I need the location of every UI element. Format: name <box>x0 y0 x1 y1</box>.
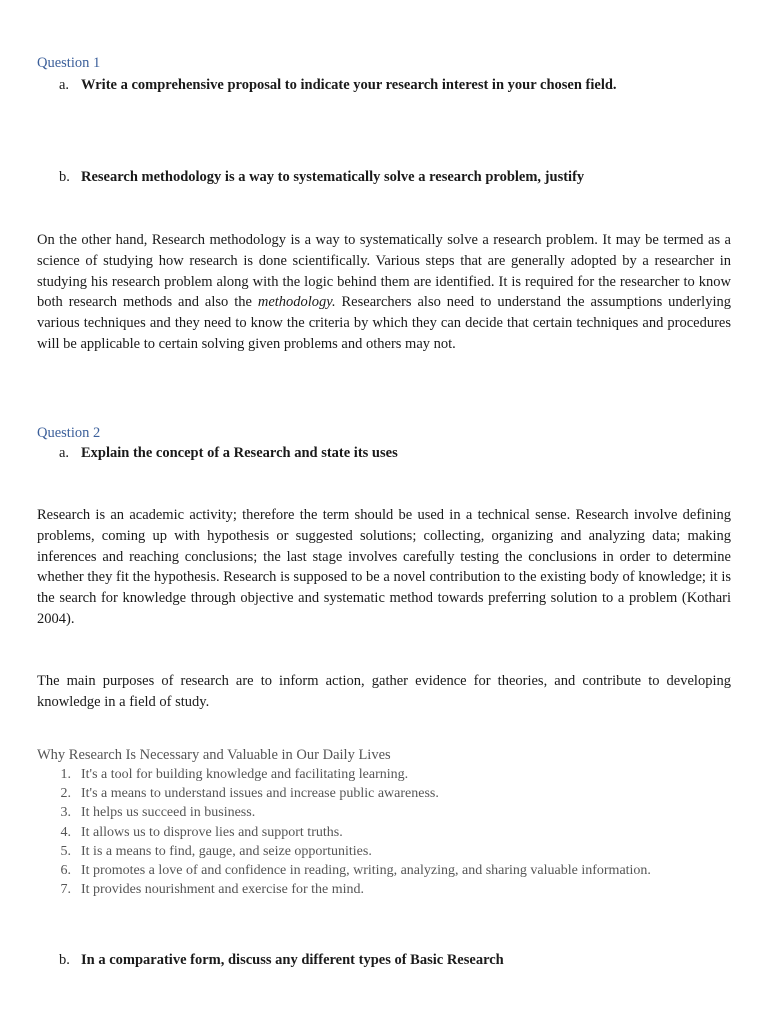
why-research-list-item <box>37 842 731 861</box>
question-2b-text: In a comparative form, discuss any different types of Basic Research <box>81 952 504 968</box>
why-research-list-item <box>37 765 731 784</box>
list-item-text: It provides nourishment and exercise for the mind. <box>81 882 365 898</box>
list-item-number: 4. <box>60 824 71 840</box>
question-2b-letter: b. <box>59 952 70 968</box>
question-1-heading: Question 1 <box>37 55 101 71</box>
question-1a <box>59 76 739 94</box>
why-research-list-item <box>37 803 731 822</box>
list-item-text: It's a means to understand issues and increase public awareness. <box>81 786 439 802</box>
why-research-heading: Why Research Is Necessary and Valuable in Our Daily Lives <box>37 747 391 763</box>
question-2a-letter: a. <box>59 445 70 461</box>
list-item-number: 1. <box>60 767 71 782</box>
question-2-heading: Question 2 <box>37 425 101 441</box>
list-item-text: It is a means to find, gauge, and seize opportunities. <box>81 843 372 859</box>
question-1a-letter: a. <box>59 77 70 93</box>
question-2a <box>59 444 739 462</box>
answer-1b-paragraph <box>37 230 731 355</box>
list-item-text: It helps us succeed in business. <box>81 805 256 821</box>
list-item-number: 7. <box>60 882 71 898</box>
why-research-list-item <box>37 880 731 899</box>
question-2b <box>59 951 739 969</box>
list-item-number: 2. <box>60 786 71 802</box>
list-item-text: It allows us to disprove lies and support truths. <box>81 824 343 840</box>
list-item-number: 6. <box>60 863 71 879</box>
why-research-list-item <box>37 823 731 842</box>
answer-1b-text-start: On the other hand, Research methodology is a way to systematically solve a research problem. It may be termed as a science of studying how research is done scientifically. Various steps that are generally adopted by a researcher in studying his research problem along with the logic behind them are identified. It is required for the researcher to know both research methods and also the <box>37 232 731 311</box>
why-research-list-item <box>37 784 731 803</box>
question-1a-text: Write a comprehensive proposal to indicate your research interest in your chosen field. <box>81 77 617 93</box>
list-item-text: It promotes a love of and confidence in reading, writing, analyzing, and sharing valuable information. <box>81 863 651 879</box>
answer-1b-text-end: Researchers also need to understand the assumptions underlying various techniques and they need to know the criteria by which they can decide that certain techniques and procedures will be applicable to certain solving given problems and others may not. <box>37 294 731 352</box>
why-research-list-item <box>37 861 731 880</box>
question-1b-text: Research methodology is a way to systematically solve a research problem, justify <box>81 169 585 185</box>
answer-2a-paragraph-2: The main purposes of research are to inform action, gather evidence for theories, and contribute to developing knowledge in a field of study. <box>37 673 731 710</box>
answer-2a-paragraph-1: Research is an academic activity; therefore the term should be used in a technical sense. Research involve defining problems, coming up with hypothesis or suggested solutions; collecting, organizing and analyzing data; making inferences and reaching conclusions; the last stage involves carefully testing the conclusions in order to determine whether they fit the hypothesis. Research is supposed to be a novel contribution to the existing body of knowledge; it is the search for knowledge through objective and systematic method towards preferring solution to a problem (Kothari 2004). <box>37 507 731 627</box>
answer-1b-italic-term: methodology. <box>257 294 336 311</box>
list-item-number: 3. <box>60 805 71 821</box>
why-research-list <box>37 765 731 899</box>
question-2a-text: Explain the concept of a Research and state its uses <box>81 445 398 461</box>
list-item-number: 5. <box>60 843 71 859</box>
question-1b-letter: b. <box>59 169 70 185</box>
list-item-text: It's a tool for building knowledge and facilitating learning. <box>81 767 409 782</box>
question-1b <box>59 168 739 186</box>
